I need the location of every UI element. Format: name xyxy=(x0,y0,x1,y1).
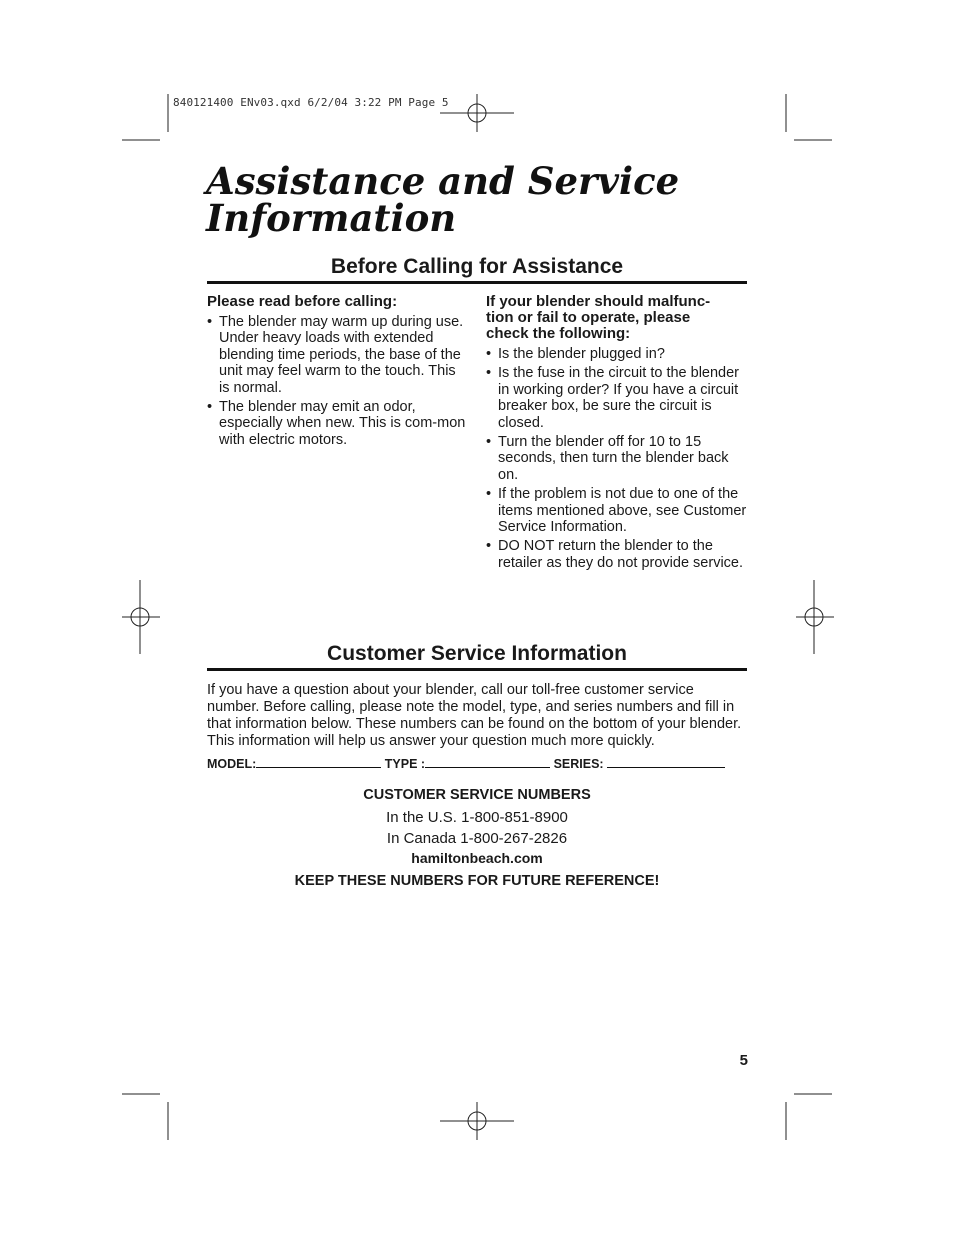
list-item: • Turn the blender off for 10 to 15 seconds, then turn the blender back on. xyxy=(486,434,748,483)
right-heading-line: check the following: xyxy=(486,325,631,342)
model-blank xyxy=(256,756,381,768)
service-numbers-heading: CUSTOMER SERVICE NUMBERS xyxy=(363,787,591,803)
left-column xyxy=(207,294,469,451)
customer-service-body: If you have a question about your blender, call our toll-free customer service number. Before calling, please note the model, type, and series numbers and fill in that information below. These numbers can be found on the bottom of your blender. This information will help us answer your question much more quickly. xyxy=(207,682,742,749)
model-label: MODEL: xyxy=(207,757,257,771)
customer-service-heading: Customer Service Information xyxy=(207,642,747,671)
right-column xyxy=(486,294,748,574)
crop-mark-bottom-right xyxy=(786,1094,832,1140)
list-item: • The blender may emit an odor, especially when new. This is com-mon with electric motors. xyxy=(207,399,469,448)
list-item: • Is the fuse in the circuit to the blender in working order? If you have a circuit breaker box, be sure the circuit is closed. xyxy=(486,365,748,431)
page-number: 5 xyxy=(739,1052,748,1069)
page-title-line: Information xyxy=(206,196,457,240)
registration-mark-top xyxy=(440,94,514,132)
list-item: • The blender may warm up during use. Under heavy loads with extended blending time periods, the base of the unit may feel warm to the touch. This is normal. xyxy=(207,314,469,396)
phone-us: In the U.S. 1-800-851-8900 xyxy=(386,809,568,826)
crop-mark-top-left xyxy=(122,94,168,140)
crop-mark-bottom-left xyxy=(122,1094,168,1140)
phone-canada: In Canada 1-800-267-2826 xyxy=(386,830,568,847)
right-bullet-list xyxy=(486,346,748,571)
right-heading-line: If your blender should malfunc- xyxy=(486,293,711,310)
type-label: TYPE : xyxy=(384,757,426,771)
page-title xyxy=(206,159,766,240)
list-item: • DO NOT return the blender to the retailer as they do not provide service. xyxy=(486,538,748,571)
page-title-line: Assistance and Service xyxy=(206,159,680,203)
registration-mark-right xyxy=(796,580,834,654)
keep-numbers-notice: KEEP THESE NUMBERS FOR FUTURE REFERENCE! xyxy=(294,873,660,889)
list-item: • Is the blender plugged in? xyxy=(486,346,748,362)
type-blank xyxy=(425,756,550,768)
print-slug: 840121400 ENv03.qxd 6/2/04 3:22 PM Page 5 xyxy=(173,96,449,109)
registration-mark-left xyxy=(122,580,160,654)
list-item: • If the problem is not due to one of the items mentioned above, see Customer Service Information. xyxy=(486,486,748,535)
series-label: SERIES: xyxy=(553,757,604,771)
registration-mark-bottom xyxy=(440,1102,514,1140)
before-calling-heading: Before Calling for Assistance xyxy=(207,255,747,284)
website: hamiltonbeach.com xyxy=(411,850,543,866)
crop-mark-top-right xyxy=(786,94,832,140)
right-column-heading xyxy=(486,294,748,342)
left-bullet-list xyxy=(207,314,469,448)
series-blank xyxy=(607,756,725,768)
right-heading-line: tion or fail to operate, please xyxy=(486,309,691,326)
product-info-form xyxy=(207,756,749,771)
left-column-heading: Please read before calling: xyxy=(207,293,398,310)
